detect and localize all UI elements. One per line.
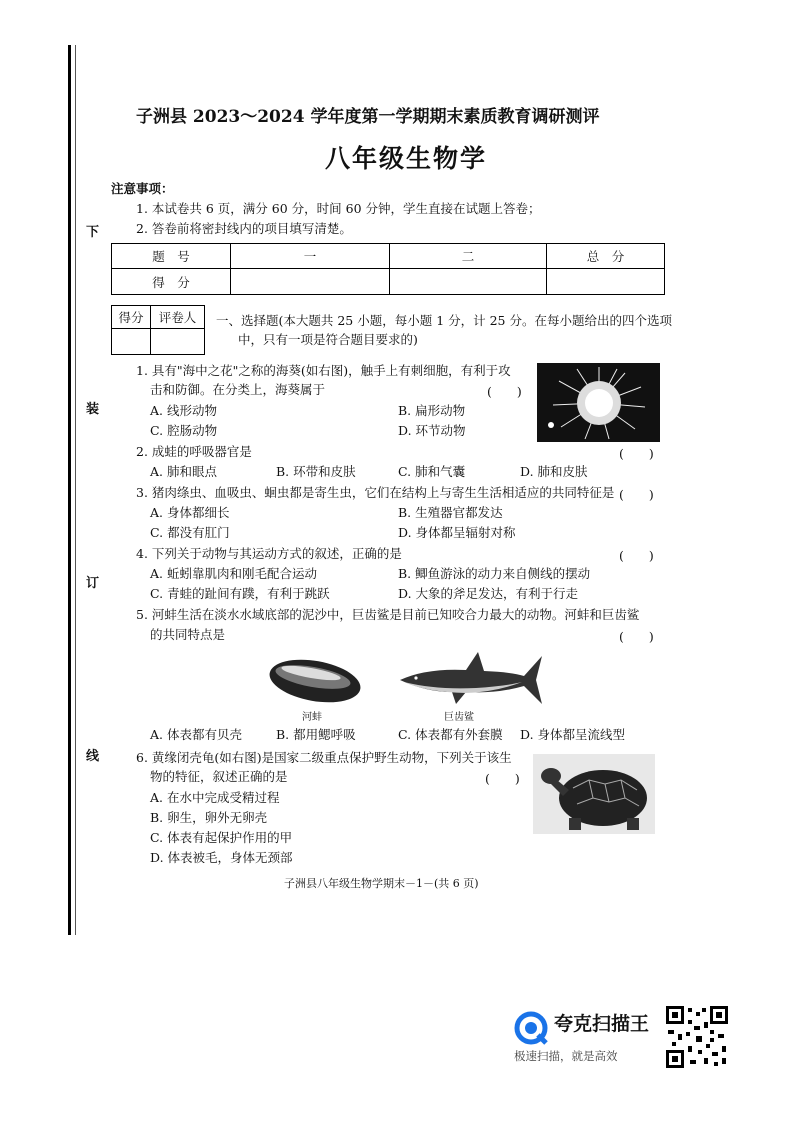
sea-anemone-photo (537, 363, 660, 442)
grader-cell (151, 329, 205, 355)
score-table-header: 题 号 (112, 244, 231, 269)
scanner-slogan: 极速扫描，就是高效 (514, 1049, 618, 1063)
grader-table (111, 305, 205, 355)
margin-char-zhuang: 装 (86, 402, 100, 417)
option: D. 大象的斧足发达，有利于行走 (398, 586, 579, 601)
answer-paren: ( ) (619, 487, 654, 502)
note-item: 2. 答卷前将密封线内的项目填写清楚。 (136, 221, 352, 236)
question-stem: 3. 猪肉绦虫、血吸虫、蛔虫都是寄生虫，它们在结构上与寄生生活相适应的共同特征是 (136, 485, 615, 500)
option: B. 鲫鱼游泳的动力来自侧线的摆动 (398, 566, 591, 581)
score-table-label: 得 分 (112, 269, 231, 295)
page-footer: 子洲县八年级生物学期末－1－(共 6 页) (284, 877, 479, 890)
option: B. 生殖器官都发达 (398, 505, 503, 520)
question-stem: 4. 下列关于动物与其运动方式的叙述，正确的是 (136, 546, 402, 561)
option: C. 腔肠动物 (150, 423, 218, 438)
option: D. 身体都呈流线型 (520, 727, 626, 742)
option: A. 体表都有贝壳 (150, 727, 242, 742)
option: B. 卵生，卵外无卵壳 (150, 810, 268, 825)
notes-heading: 注意事项： (111, 181, 174, 196)
subject-title: 八年级生物学 (325, 144, 488, 173)
option: A. 蚯蚓靠肌肉和刚毛配合运动 (150, 566, 317, 581)
question-stem: 5. 河蚌生活在淡水水域底部的泥沙中，巨齿鲨是目前已知咬合力最大的动物。河蚌和巨齿鲨 (136, 607, 640, 622)
scanner-logo-icon (514, 1011, 548, 1045)
section-heading: 一、选择题(本大题共 25 小题，每小题 1 分，计 25 分。在每小题给出的四个选项 (216, 313, 672, 328)
answer-paren: ( ) (619, 548, 654, 563)
mussel-figure (265, 651, 365, 707)
score-table-header: 一 (231, 244, 390, 269)
score-cell (231, 269, 390, 295)
option: A. 身体都细长 (150, 505, 230, 520)
grader-header: 得分 (112, 306, 151, 329)
note-item: 1. 本试卷共 6 页，满分 60 分，时间 60 分钟，学生直接在试题上答卷； (136, 201, 541, 216)
score-cell (390, 269, 547, 295)
option: B. 都用鳃呼吸 (276, 727, 356, 742)
option: B. 扁形动物 (398, 403, 466, 418)
binding-line-thin (75, 45, 76, 935)
question-stem: 6. 黄缘闭壳龟(如右图)是国家二级重点保护野生动物，下列关于该生 (136, 750, 512, 765)
grader-header: 评卷人 (151, 306, 205, 329)
answer-paren: ( ) (487, 384, 522, 399)
qr-code-icon (666, 1006, 728, 1068)
binding-line (68, 45, 71, 935)
question-stem: 的共同特点是 (150, 627, 226, 642)
shark-figure (396, 650, 544, 708)
question-stem: 2. 成蛙的呼吸器官是 (136, 444, 252, 459)
option: C. 肺和气囊 (398, 464, 466, 479)
exam-title: 子洲县 2023～2024 学年度第一学期期末素质教育调研测评 (136, 107, 600, 127)
question-stem: 1. 具有"海中之花"之称的海葵(如右图)，触手上有刺细胞，有利于攻 (136, 363, 511, 378)
figure-caption-shark: 巨齿鲨 (444, 712, 474, 723)
score-table-header: 二 (390, 244, 547, 269)
answer-paren: ( ) (619, 629, 654, 644)
option: D. 体表被毛，身体无颈部 (150, 850, 293, 865)
option: C. 都没有肛门 (150, 525, 230, 540)
option: C. 体表都有外套膜 (398, 727, 503, 742)
score-table-header: 总 分 (547, 244, 665, 269)
option: C. 青蛙的趾间有蹼，有利于跳跃 (150, 586, 330, 601)
answer-paren: ( ) (619, 446, 654, 461)
grader-cell (112, 329, 151, 355)
option: A. 线形动物 (150, 403, 217, 418)
option: C. 体表有起保护作用的甲 (150, 830, 293, 845)
margin-char-xian: 线 (86, 749, 100, 764)
option: A. 肺和眼点 (150, 464, 217, 479)
score-cell (547, 269, 665, 295)
margin-char-xia: 下 (86, 225, 100, 240)
answer-paren: ( ) (485, 771, 520, 786)
figure-caption-mussel: 河蚌 (302, 712, 322, 723)
question-stem: 击和防御。在分类上，海葵属于 (150, 382, 326, 397)
option: D. 环节动物 (398, 423, 466, 438)
section-heading-cont: 中，只有一项是符合题目要求的) (238, 332, 418, 347)
margin-char-ding: 订 (86, 576, 100, 591)
option: D. 身体都呈辐射对称 (398, 525, 516, 540)
turtle-photo (533, 754, 655, 834)
option: D. 肺和皮肤 (520, 464, 588, 479)
score-table (111, 243, 665, 295)
option: A. 在水中完成受精过程 (150, 790, 280, 805)
scanner-brand: 夸克扫描王 (554, 1013, 650, 1035)
question-stem: 物的特征，叙述正确的是 (150, 769, 288, 784)
option: B. 环带和皮肤 (276, 464, 356, 479)
